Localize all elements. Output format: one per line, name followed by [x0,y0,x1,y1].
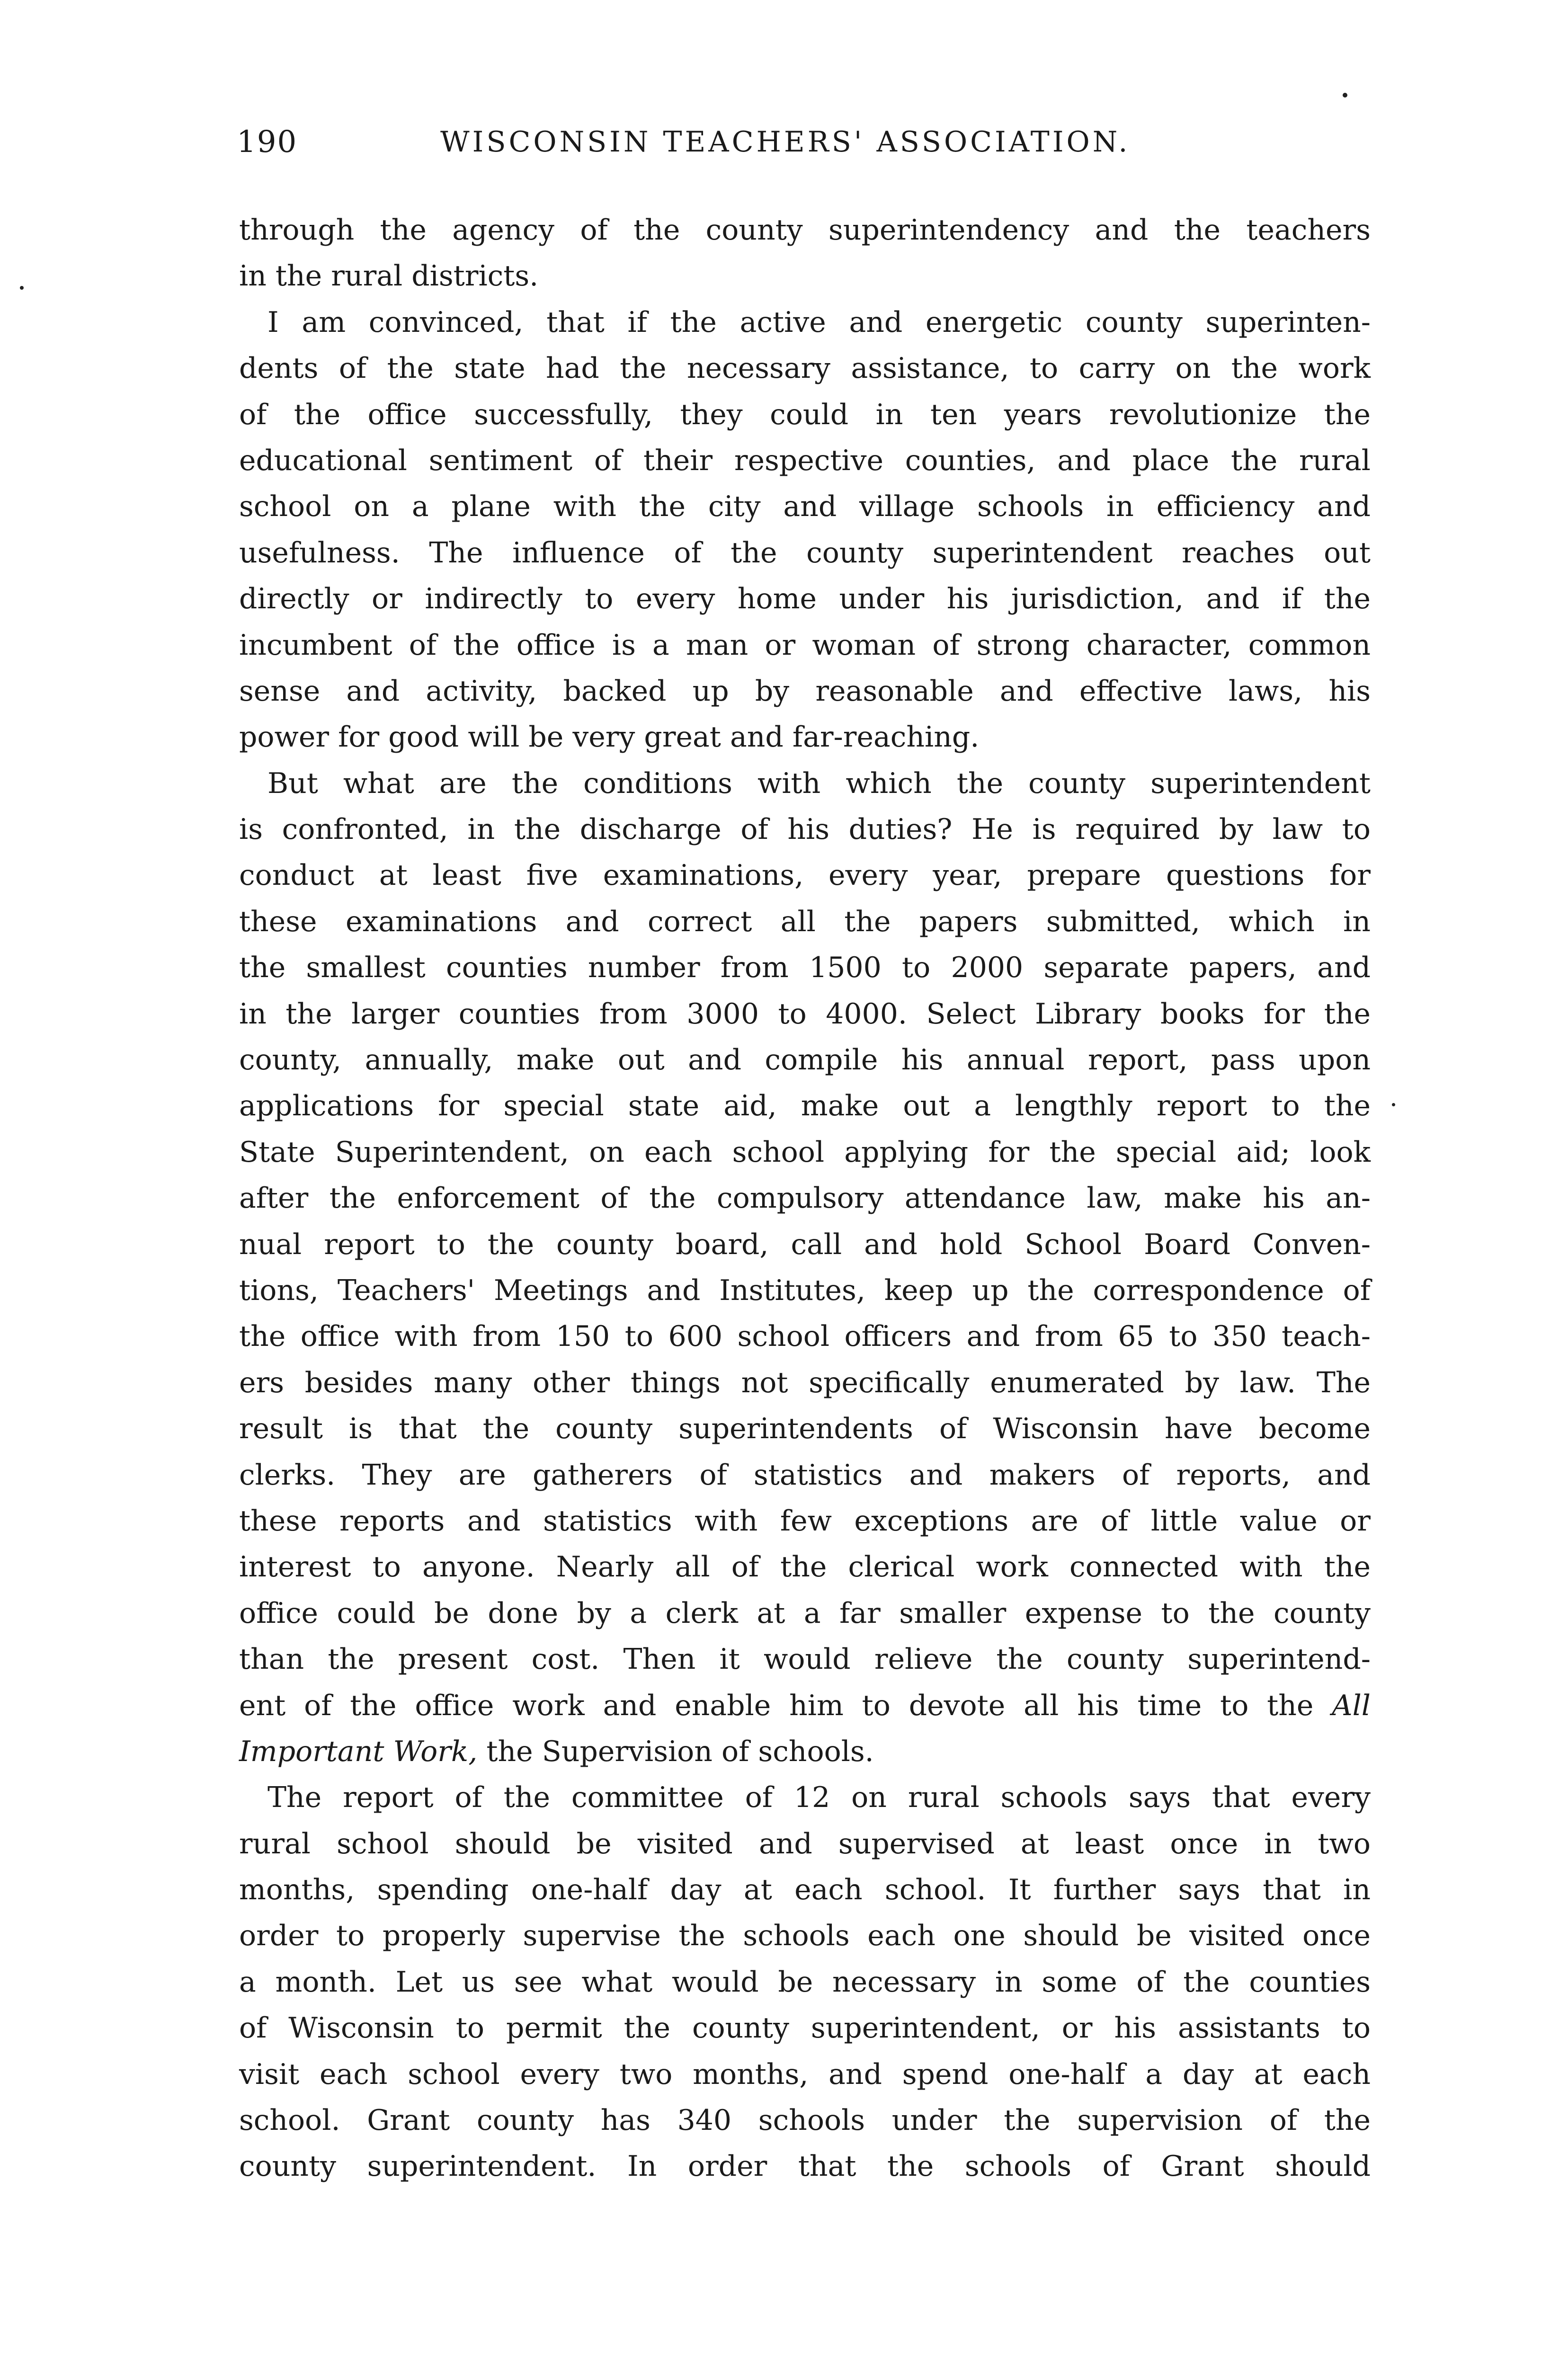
text-line: nual report to the county board, call and hold School Board Conven- [239,1228,1371,1261]
text-line: the smallest counties number from 1500 to 2000 separate papers, and [239,951,1371,985]
text-line: power for good will be very great and far-reaching. [239,721,980,754]
text-line: in the rural districts. [239,259,539,293]
text-line: I am convinced, that if the active and energetic county superinten- [267,305,1371,339]
text-line: is confronted, in the discharge of his duties? He is required by law to [239,813,1371,846]
body-text [239,207,1371,2190]
text-line: the office with from 150 to 600 school officers and from 65 to 350 teach- [239,1320,1371,1353]
emphasis-text: All [1332,1689,1371,1722]
page-number: 190 [237,125,298,160]
text-line: incumbent of the office is a man or woman of strong character, common [239,628,1371,662]
text-line: these reports and statistics with few exceptions are of little value or [239,1504,1371,1538]
text-line: school. Grant county has 340 schools under the supervision of the [239,2104,1371,2137]
text-line: rural school should be visited and supervised at least once in two [239,1827,1371,1860]
text-line: school on a plane with the city and village schools in efficiency and [239,490,1371,524]
text-line: clerks. They are gatherers of statistics and makers of reports, and [239,1458,1371,1492]
text-line: State Superintendent, on each school applying for the special aid; look [239,1135,1371,1169]
text-line: office could be done by a clerk at a far smaller expense to the county [239,1596,1371,1630]
text-line: months, spending one-half day at each school. It further says that in [239,1873,1371,1907]
text-line: But what are the conditions with which the county superintendent [267,766,1371,800]
text-line: interest to anyone. Nearly all of the clerical work connected with the [239,1550,1371,1584]
text-line: educational sentiment of their respective counties, and place the rural [239,444,1371,477]
emphasis-text: Important Work, [239,1735,478,1768]
print-speck [20,286,24,290]
text-line: tions, Teachers' Meetings and Institutes, keep up the correspondence of [239,1273,1371,1307]
text-line: dents of the state had the necessary assistance, to carry on the work [239,352,1371,385]
running-title: WISCONSIN TEACHERS' ASSOCIATION. [440,125,1131,159]
text-line: directly or indirectly to every home under his jurisdiction, and if the [239,582,1371,616]
text-line: The report of the committee of 12 on rural schools says that every [267,1781,1371,1815]
text-line: county, annually, make out and compile his annual report, pass upon [239,1043,1371,1077]
text-line: visit each school every two months, and spend one-half a day at each [239,2057,1371,2091]
text-line: sense and activity, backed up by reasonable and effective laws, his [239,674,1371,708]
text-line: ers besides many other things not specifically enumerated by law. The [239,1366,1371,1399]
print-speck [1343,93,1347,98]
text-line [239,1683,1371,1729]
text-line [239,1729,1371,1775]
text-line: county superintendent. In order that the schools of Grant should [239,2150,1371,2183]
text-line: usefulness. The influence of the county superintendent reaches out [239,536,1371,570]
text-line: result is that the county superintendents of Wisconsin have become [239,1412,1371,1446]
text-line: a month. Let us see what would be necessary in some of the counties [239,1965,1371,1999]
text-line: through the agency of the county superintendency and the teachers [239,214,1371,247]
text-fragment: ent of the office work and enable him to devote all his time to the [239,1689,1314,1722]
text-line: than the present cost. Then it would relieve the county superintend- [239,1643,1371,1676]
text-line: applications for special state aid, make out a lengthly report to the [239,1089,1371,1123]
text-line: in the larger counties from 3000 to 4000. Select Library books for the [239,997,1371,1031]
text-line: these examinations and correct all the papers submitted, which in [239,905,1371,938]
text-line: of the office successfully, they could in ten years revolutionize the [239,398,1371,431]
text-line: after the enforcement of the compulsory attendance law, make his an- [239,1182,1371,1215]
text-line: order to properly supervise the schools each one should be visited once [239,1919,1371,1953]
running-head [237,121,1373,163]
text-line: of Wisconsin to permit the county superintendent, or his assistants to [239,2011,1371,2045]
text-fragment: the Supervision of schools. [477,1735,874,1768]
print-speck [1392,1103,1395,1106]
text-line: conduct at least five examinations, every year, prepare questions for [239,859,1371,892]
